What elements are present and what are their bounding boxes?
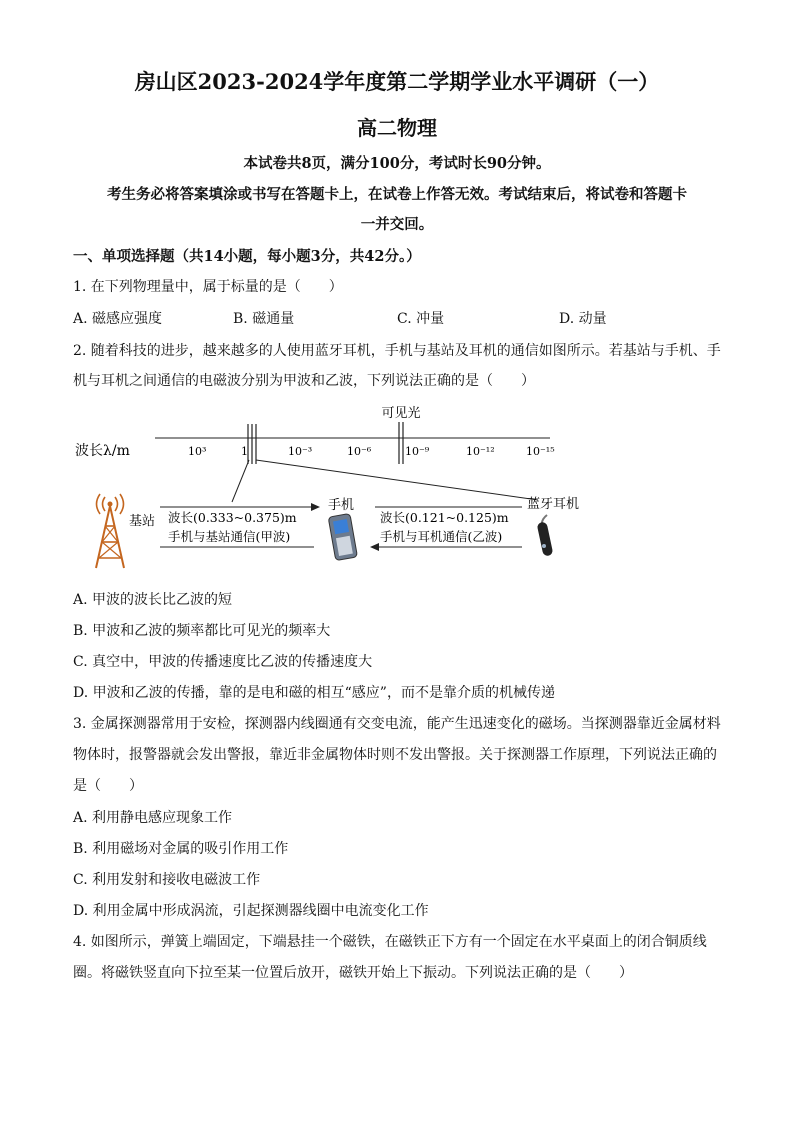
- wave2-desc: 手机与耳机通信(乙波): [380, 529, 503, 544]
- q4-stem-line-1: 4. 如图所示，弹簧上端固定，下端悬挂一个磁铁，在磁铁正下方有一个固定在水平桌面上的闭合铜质线: [73, 934, 707, 950]
- phone-label: 手机: [327, 498, 355, 513]
- q3-stem-line-3: 是（ ）: [73, 778, 143, 794]
- section-heading: 一、单项选择题（共14小题，每小题3分，共42分。）: [73, 248, 421, 265]
- q1-option-c: C. 冲量: [397, 311, 445, 327]
- q2-stem-line-1: 2. 随着科技的进步，越来越多的人使用蓝牙耳机，手机与基站及耳机的通信如图所示。若基站与手机、手: [73, 343, 721, 359]
- exam-info-line-1: 本试卷共8页，满分100分，考试时长90分钟。: [243, 155, 551, 172]
- tick-label: 10⁻¹²: [466, 445, 495, 458]
- q2-stem-line-2: 机与耳机之间通信的电磁波分别为甲波和乙波，下列说法正确的是（ ）: [73, 373, 535, 389]
- q1-option-d: D. 动量: [559, 311, 607, 327]
- mobile-phone-icon: [328, 513, 357, 560]
- exam-title: 房山区2023-2024学年度第二学期学业水平调研（一）: [134, 69, 660, 94]
- bluetooth-earphone-icon: [537, 515, 554, 557]
- q1-stem: 1. 在下列物理量中，属于标量的是（ ）: [73, 279, 343, 295]
- tick-label: 10³: [188, 445, 207, 458]
- earphone-label: 蓝牙耳机: [526, 497, 580, 512]
- exam-info-line-2: 考生务必将答案填涂或书写在答题卡上，在试卷上作答无效。考试结束后，将试卷和答题卡: [107, 186, 687, 203]
- tick-label: 10⁻¹⁵: [526, 445, 555, 458]
- q3-option-d: D. 利用金属中形成涡流，引起探测器线圈中电流变化工作: [73, 903, 429, 919]
- base-station-label: 基站: [129, 514, 156, 529]
- wavelength-axis-label: 波长λ/m: [75, 443, 130, 459]
- q2-option-d: D. 甲波和乙波的传播，靠的是电和磁的相互“感应”，而不是靠介质的机械传递: [73, 685, 555, 701]
- q3-option-c: C. 利用发射和接收电磁波工作: [73, 872, 261, 888]
- tick-label: 10⁻⁶: [347, 445, 372, 458]
- base-station-tower-icon: [96, 494, 124, 568]
- q2-figure: [60, 398, 700, 576]
- tick-label: 10⁻³: [288, 445, 313, 458]
- tick-label: 1: [241, 445, 248, 458]
- q2-option-a: A. 甲波的波长比乙波的短: [73, 592, 233, 608]
- q2-option-c: C. 真空中，甲波的传播速度比乙波的传播速度大: [73, 654, 373, 670]
- q4-stem-line-2: 圈。将磁铁竖直向下拉至某一位置后放开，磁铁开始上下振动。下列说法正确的是（ ）: [73, 965, 633, 981]
- wave2-range: 波长(0.121~0.125)m: [380, 510, 509, 525]
- q1-option-b: B. 磁通量: [233, 311, 295, 327]
- visible-light-label: 可见光: [381, 406, 421, 421]
- wave1-desc: 手机与基站通信(甲波): [168, 529, 291, 544]
- q3-option-a: A. 利用静电感应现象工作: [73, 810, 233, 826]
- q2-option-b: B. 甲波和乙波的频率都比可见光的频率大: [73, 623, 331, 639]
- q1-option-a: A. 磁感应强度: [73, 311, 163, 327]
- tick-label: 10⁻⁹: [405, 445, 430, 458]
- exam-info-line-3: 一并交回。: [360, 216, 434, 233]
- q3-stem-line-2: 物体时，报警器就会发出警报，靠近非金属物体时则不发出警报。关于探测器工作原理，下列说法正确的: [73, 747, 717, 763]
- q3-option-b: B. 利用磁场对金属的吸引作用工作: [73, 841, 289, 857]
- q3-stem-line-1: 3. 金属探测器常用于安检，探测器内线圈通有交变电流，能产生迅速变化的磁场。当探测器靠近金属材料: [73, 716, 721, 732]
- wave1-range: 波长(0.333~0.375)m: [168, 510, 297, 525]
- exam-subject: 高二物理: [357, 116, 437, 140]
